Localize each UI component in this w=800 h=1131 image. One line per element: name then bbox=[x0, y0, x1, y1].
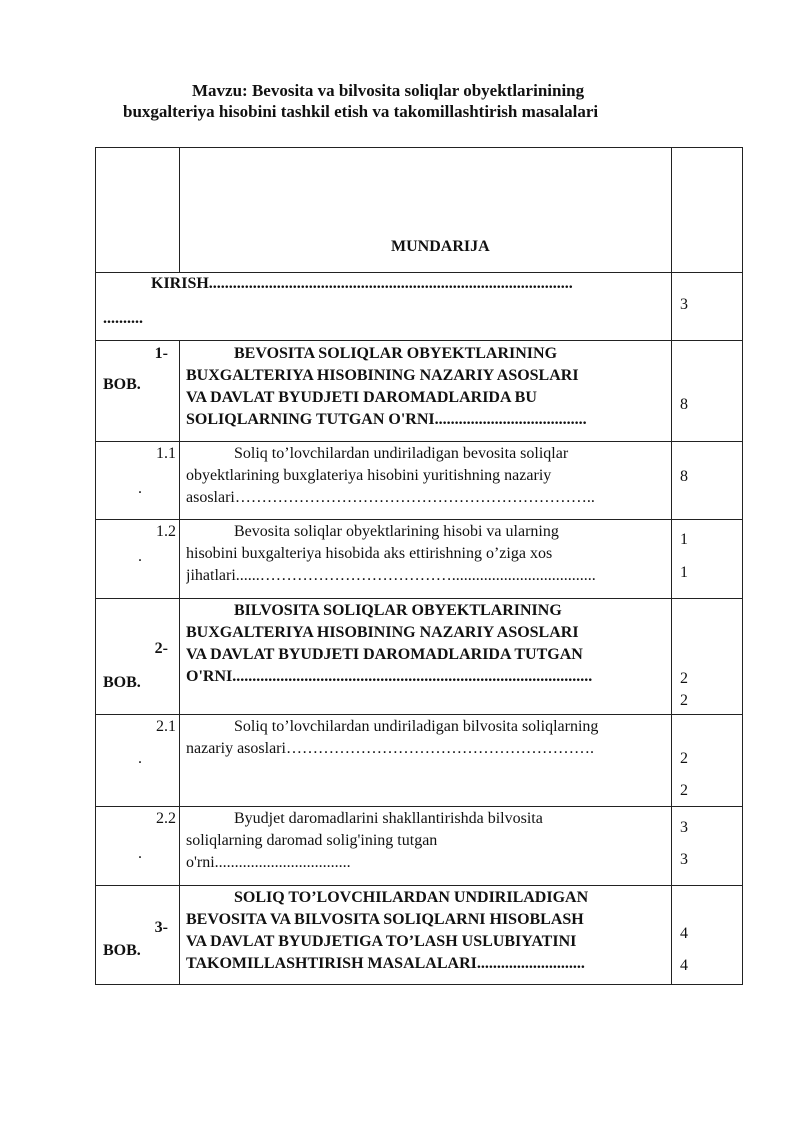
toc-item-section-2-1[interactable] bbox=[186, 716, 670, 760]
toc-item-kirish[interactable]: KIRISH........................................................................................... bbox=[151, 275, 573, 292]
row-divider bbox=[96, 441, 742, 442]
chapter-title-line: BEVOSITA SOLIQLAR OBYEKTLARINING bbox=[234, 345, 558, 362]
page-number: 8 bbox=[680, 396, 688, 413]
chapter-title-line: BEVOSITA VA BILVOSITA SOLIQLARNI HISOBLASH bbox=[186, 911, 584, 928]
section-title-line: obyektlarining buxglateriya hisobini yuritishning nazariy bbox=[186, 467, 552, 484]
chapter-title-line: SOLIQ TO’LOVCHILARDAN UNDIRILADIGAN bbox=[234, 889, 589, 906]
section-title-line: Soliq to’lovchilardan undiriladigan bilvosita soliqlarning bbox=[234, 718, 599, 735]
page-number: 2 bbox=[680, 750, 688, 767]
toc-item-chapter-3[interactable] bbox=[186, 887, 670, 975]
page-number: 2 bbox=[680, 670, 688, 687]
title-line-1: Mavzu: Bevosita va bilvosita soliqlar obyektlarinining bbox=[192, 81, 585, 100]
table-of-contents bbox=[95, 147, 743, 985]
chapter-title-line: BUXGALTERIYA HISOBINING NAZARIY ASOSLARI bbox=[186, 624, 579, 641]
chapter-title-line: VA DAVLAT BYUDJETIGA TO’LASH USLUBIYATINI bbox=[186, 933, 577, 950]
page-number: 4 bbox=[680, 957, 688, 974]
page-number: 8 bbox=[680, 468, 688, 485]
row-divider bbox=[96, 714, 742, 715]
chapter-title-line: VA DAVLAT BYUDJETI DAROMADLARIDA TUTGAN bbox=[186, 646, 583, 663]
chapter-title-line: BUXGALTERIYA HISOBINING NAZARIY ASOSLARI bbox=[186, 367, 579, 384]
kirish-dots: .......... bbox=[103, 310, 143, 327]
chapter-number: 1- bbox=[154, 345, 168, 362]
toc-item-section-1-1[interactable] bbox=[186, 443, 670, 509]
section-number: 1.1 bbox=[156, 445, 176, 462]
page-number: 3 bbox=[680, 296, 688, 313]
column-divider bbox=[179, 148, 180, 272]
page-number: 1 bbox=[680, 564, 688, 581]
chapter-label: BOB. bbox=[103, 674, 141, 691]
page-number: 1 bbox=[680, 531, 688, 548]
page-number: 3 bbox=[680, 851, 688, 868]
section-dot: . bbox=[138, 548, 142, 565]
section-dot: . bbox=[138, 845, 142, 862]
row-divider bbox=[96, 598, 742, 599]
chapter-title-line: VA DAVLAT BYUDJETI DAROMADLARIDA BU bbox=[186, 389, 537, 406]
section-title-line: Soliq to’lovchilardan undiriladigan bevosita soliqlar bbox=[234, 445, 569, 462]
row-divider bbox=[96, 519, 742, 520]
section-title-line: o'rni.................................. bbox=[186, 854, 351, 871]
row-divider bbox=[96, 885, 742, 886]
chapter-title-line: BILVOSITA SOLIQLAR OBYEKTLARINING bbox=[234, 602, 562, 619]
section-title-line: asoslari………………………………………………………….. bbox=[186, 489, 595, 506]
section-number: 2.1 bbox=[156, 718, 176, 735]
section-dot: . bbox=[138, 750, 142, 767]
section-title-line: nazariy asoslari…………………………………………………. bbox=[186, 740, 594, 757]
section-title-line: hisobini buxgalteriya hisobida aks ettirishning o’ziga xos bbox=[186, 545, 553, 562]
section-number: 2.2 bbox=[156, 810, 176, 827]
chapter-label: BOB. bbox=[103, 942, 141, 959]
row-divider bbox=[96, 806, 742, 807]
toc-item-chapter-2[interactable] bbox=[186, 600, 670, 688]
toc-item-chapter-1[interactable] bbox=[186, 343, 670, 431]
section-title-line: jihatlari......……………………………….................................... bbox=[186, 567, 596, 584]
chapter-number: 2- bbox=[154, 640, 168, 657]
toc-item-section-2-2[interactable] bbox=[186, 808, 670, 874]
row-divider bbox=[96, 340, 742, 341]
section-title-line: soliqlarning daromad solig'ining tutgan bbox=[186, 832, 438, 849]
section-title-line: Bevosita soliqlar obyektlarining hisobi va ularning bbox=[234, 523, 559, 540]
chapter-number: 3- bbox=[154, 919, 168, 936]
page-number: 3 bbox=[680, 819, 688, 836]
page-number: 2 bbox=[680, 782, 688, 799]
page-number: 4 bbox=[680, 925, 688, 942]
page-number: 2 bbox=[680, 692, 688, 709]
toc-heading: MUNDARIJA bbox=[391, 238, 490, 255]
column-divider bbox=[671, 148, 672, 984]
chapter-title-line: SOLIQLARNING TUTGAN O'RNI...................................... bbox=[186, 411, 587, 428]
section-dot: . bbox=[138, 480, 142, 497]
chapter-title-line: O'RNI.......................................................................................... bbox=[186, 668, 593, 685]
section-number: 1.2 bbox=[156, 523, 176, 540]
toc-item-section-1-2[interactable] bbox=[186, 521, 670, 587]
column-divider bbox=[179, 340, 180, 984]
chapter-label: BOB. bbox=[103, 376, 141, 393]
section-title-line: Byudjet daromadlarini shakllantirishda bilvosita bbox=[234, 810, 543, 827]
chapter-title-line: TAKOMILLASHTIRISH MASALALARI........................... bbox=[186, 955, 585, 972]
title-line-2: buxgalteriya hisobini tashkil etish va takomillashtirish masalalari bbox=[123, 102, 599, 121]
